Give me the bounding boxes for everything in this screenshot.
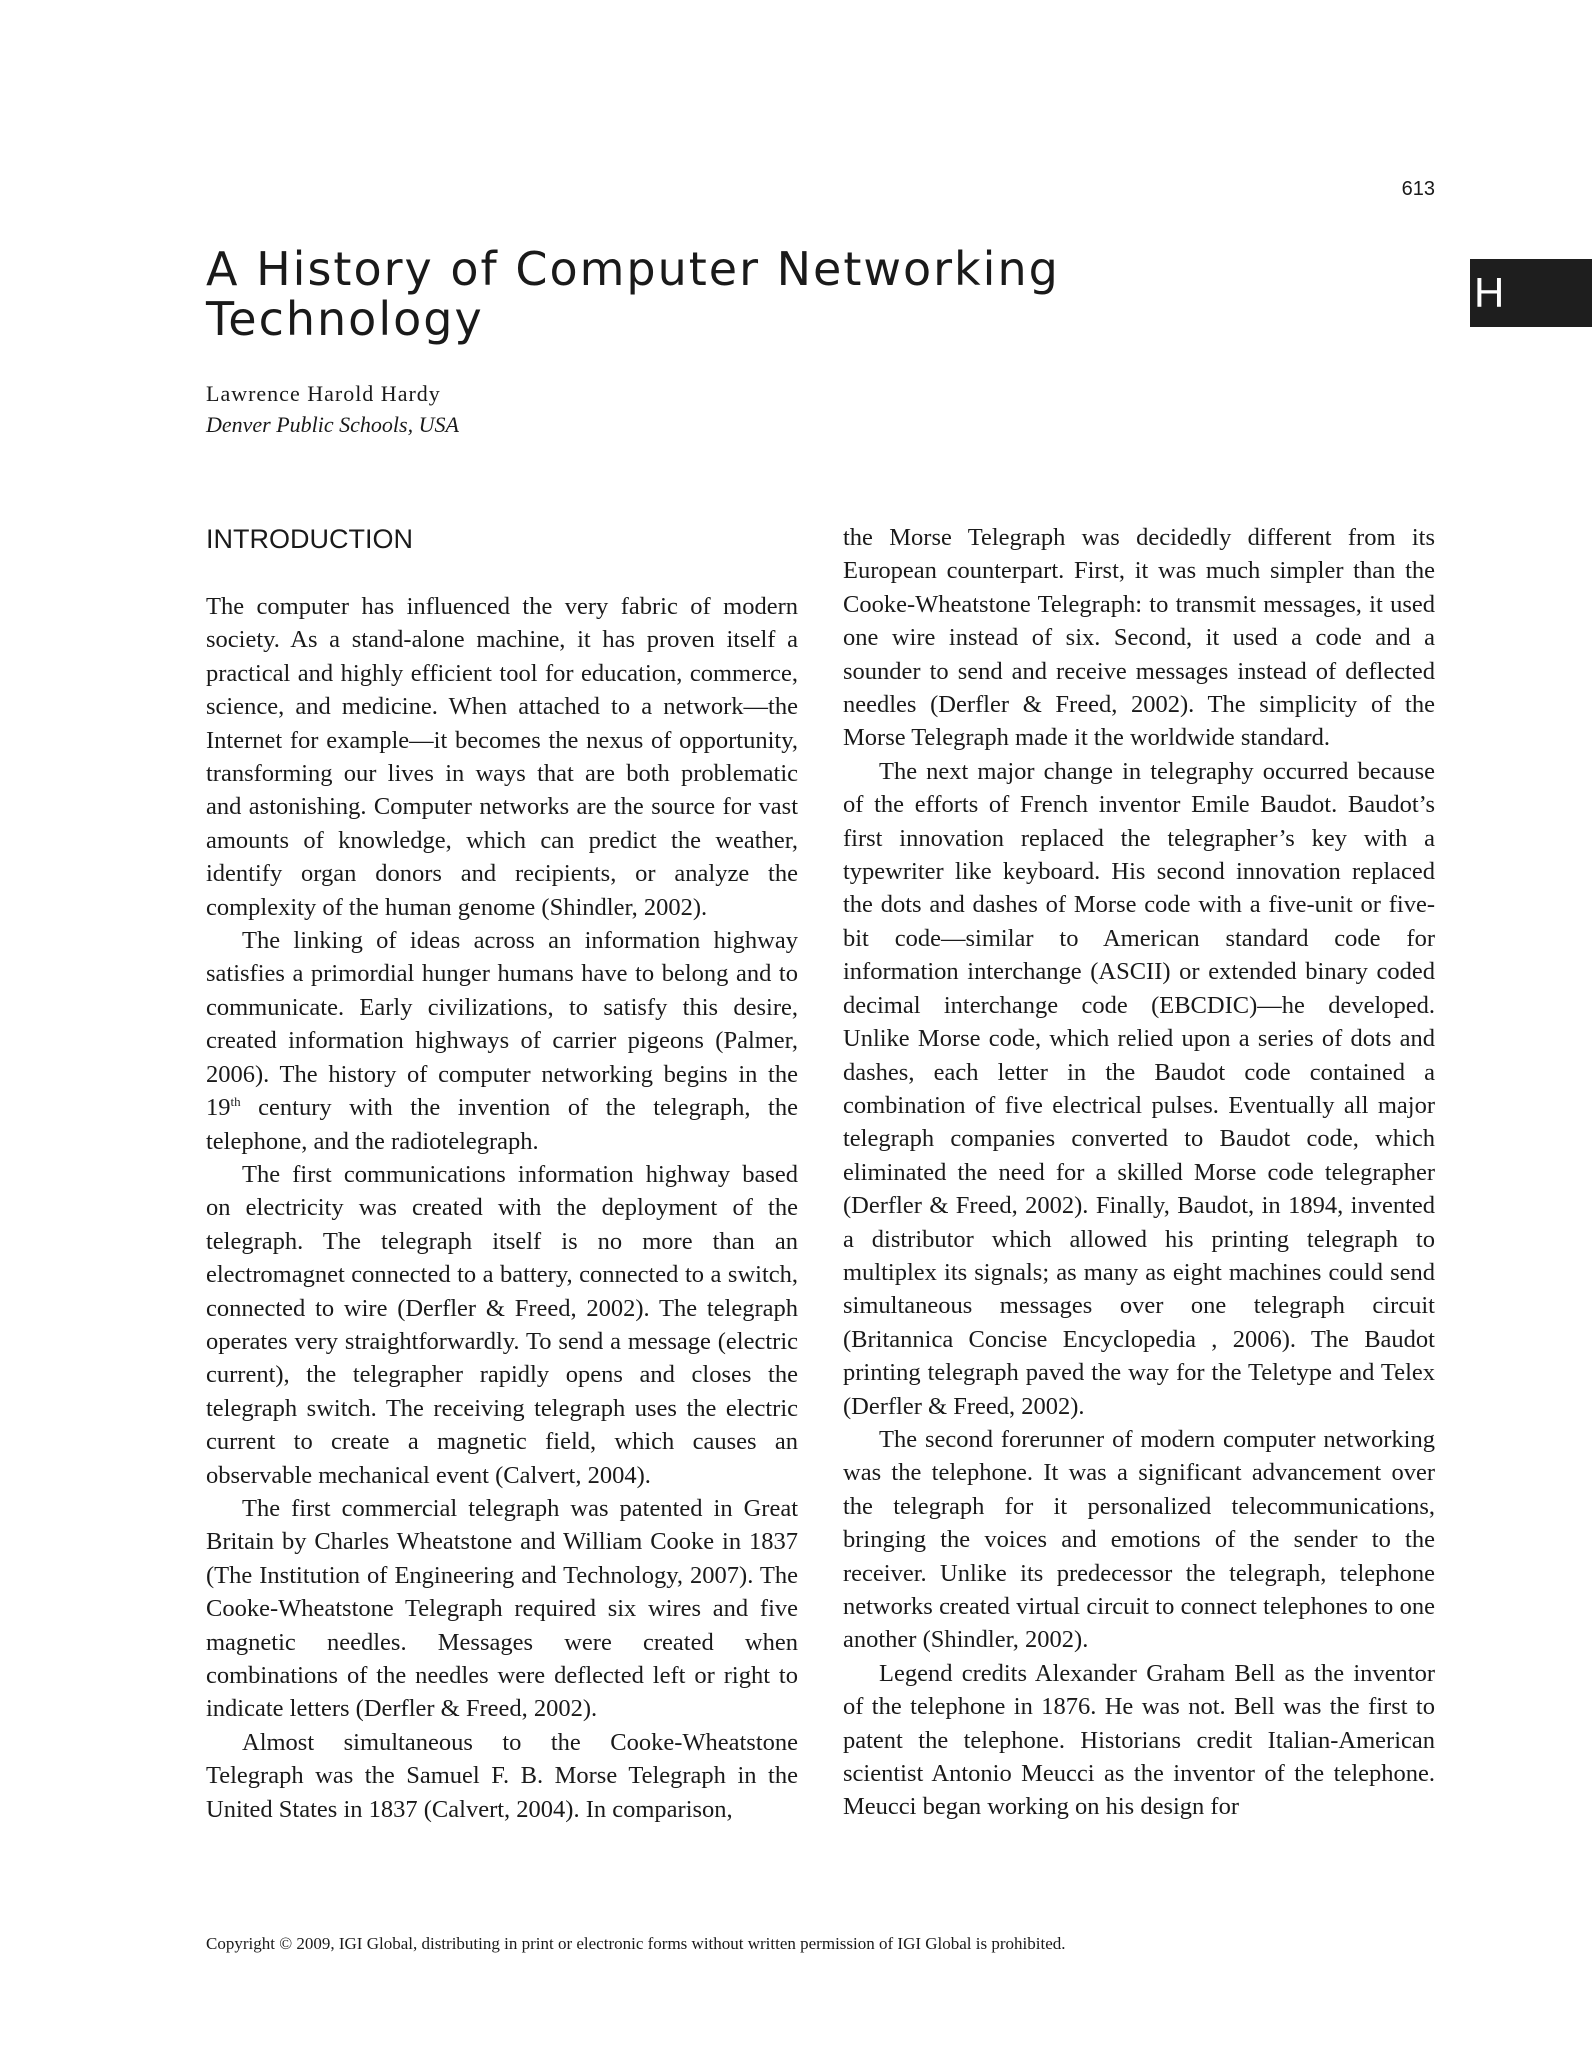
paragraph: The first communications information highway based on electricity was created with the deployment of the telegraph. The telegraph itself is no more than an electromagnet connected to a battery, connected to a switch, connected to wire (Derfler & Freed, 2002). The telegraph operates very straightforwardly. To send a message (electric current), the telegrapher rapidly opens and closes the telegraph switch. The receiving telegraph uses the electric current to create a magnetic field, which causes an observable mechanical event (Calvert, 2004). bbox=[206, 1160, 798, 1489]
left-column bbox=[206, 590, 798, 1826]
paragraph: the Morse Telegraph was decidedly different from its European counterpart. First, it was much simpler than the Cooke-Wheatstone Telegraph: to transmit messages, it used one wire instead of six. Second, it used a code and a sounder to send and receive messages instead of deflected needles (Derfler & Freed, 2002). The simplicity of the Morse Telegraph made it the worldwide standard. bbox=[843, 524, 1435, 752]
paragraph: The computer has influenced the very fabric of modern society. As a stand-alone machine, it has proven itself a practical and highly efficient tool for education, commerce, science, and medicine. When attached to a network—the Internet for example—it becomes the nexus of opportunity, transforming our lives in ways that are both problematic and astonishing. Computer networks are the source for vast amounts of knowledge, which can predict the weather, identify organ donors and recipients, or analyze the complexity of the human genome (Shindler, 2002). bbox=[206, 593, 798, 921]
paragraph-text: The linking of ideas across an information highway satisfies a primordial hunger humans have to belong and to communicate. Early civilizations, to satisfy this desire, created information highways of carrier pigeons (Palmer, 2006). The history of computer networking begins in the 19 bbox=[206, 927, 798, 1122]
paragraph: Almost simultaneous to the Cooke-Wheatstone Telegraph was the Samuel F. B. Morse Telegraph in the United States in 1837 (Calvert, 2004). In comparison, bbox=[206, 1728, 798, 1823]
paragraph: The second forerunner of modern computer networking was the telephone. It was a significant advancement over the telegraph for it personalized telecommunications, bringing the voices and emotions of the sender to the receiver. Unlike its predecessor the telegraph, telephone networks created virtual circuit to connect telephones to one another (Shindler, 2002). bbox=[843, 1425, 1435, 1654]
paragraph: The first commercial telegraph was patented in Great Britain by Charles Wheatstone and William Cooke in 1837 (The Institution of Engineering and Technology, 2007). The Cooke-Wheatstone Telegraph required six wires and five magnetic needles. Messages were created when combinations of the needles were deflected left or right to indicate letters (Derfler & Freed, 2002). bbox=[206, 1494, 798, 1723]
section-letter-tab: H bbox=[1470, 259, 1592, 327]
right-column bbox=[843, 521, 1435, 1824]
page-number: 613 bbox=[1401, 178, 1435, 200]
author-name: Lawrence Harold Hardy bbox=[206, 381, 441, 406]
paragraph bbox=[206, 924, 798, 1158]
section-heading: INTRODUCTION bbox=[206, 524, 413, 554]
copyright-notice: Copyright © 2009, IGI Global, distributing in print or electronic forms without written permission of IGI Global is prohibited. bbox=[206, 1934, 1066, 1953]
article-title: A History of Computer Networking Technology bbox=[206, 242, 1060, 346]
superscript: th bbox=[230, 1093, 241, 1109]
paragraph: The next major change in telegraphy occurred because of the efforts of French inventor Emile Baudot. Baudot’s first innovation replaced the telegrapher’s key with a typewriter like keyboard. His second innovation replaced the dots and dashes of Morse code with a five-unit or five-bit code—similar to American standard code for information interchange (ASCII) or extended binary coded decimal interchange code (EBCDIC)—he developed. Unlike Morse code, which relied upon a series of dots and dashes, each letter in the Baudot code contained a combination of five electrical pulses. Eventually all major telegraph companies converted to Baudot code, which eliminated the need for a skilled Morse code telegrapher (Derfler & Freed, 2002). Finally, Baudot, in 1894, invented a distributor which allowed his printing telegraph to multiplex its signals; as many as eight machines could send simultaneous messages over one telegraph circuit (Britannica Concise Encyclopedia , 2006). The Baudot printing telegraph paved the way for the Teletype and Telex (Derfler & Freed, 2002). bbox=[843, 757, 1435, 1420]
author-affiliation: Denver Public Schools, USA bbox=[206, 412, 459, 437]
paragraph: Legend credits Alexander Graham Bell as the inventor of the telephone in 1876. He was not. Bell was the first to patent the telephone. Historians credit Italian-American scientist Antonio Meucci as the inventor of the telephone. Meucci began working on his design for bbox=[843, 1659, 1435, 1821]
paragraph-text: century with the invention of the telegraph, the telephone, and the radiotelegraph. bbox=[206, 1094, 798, 1155]
